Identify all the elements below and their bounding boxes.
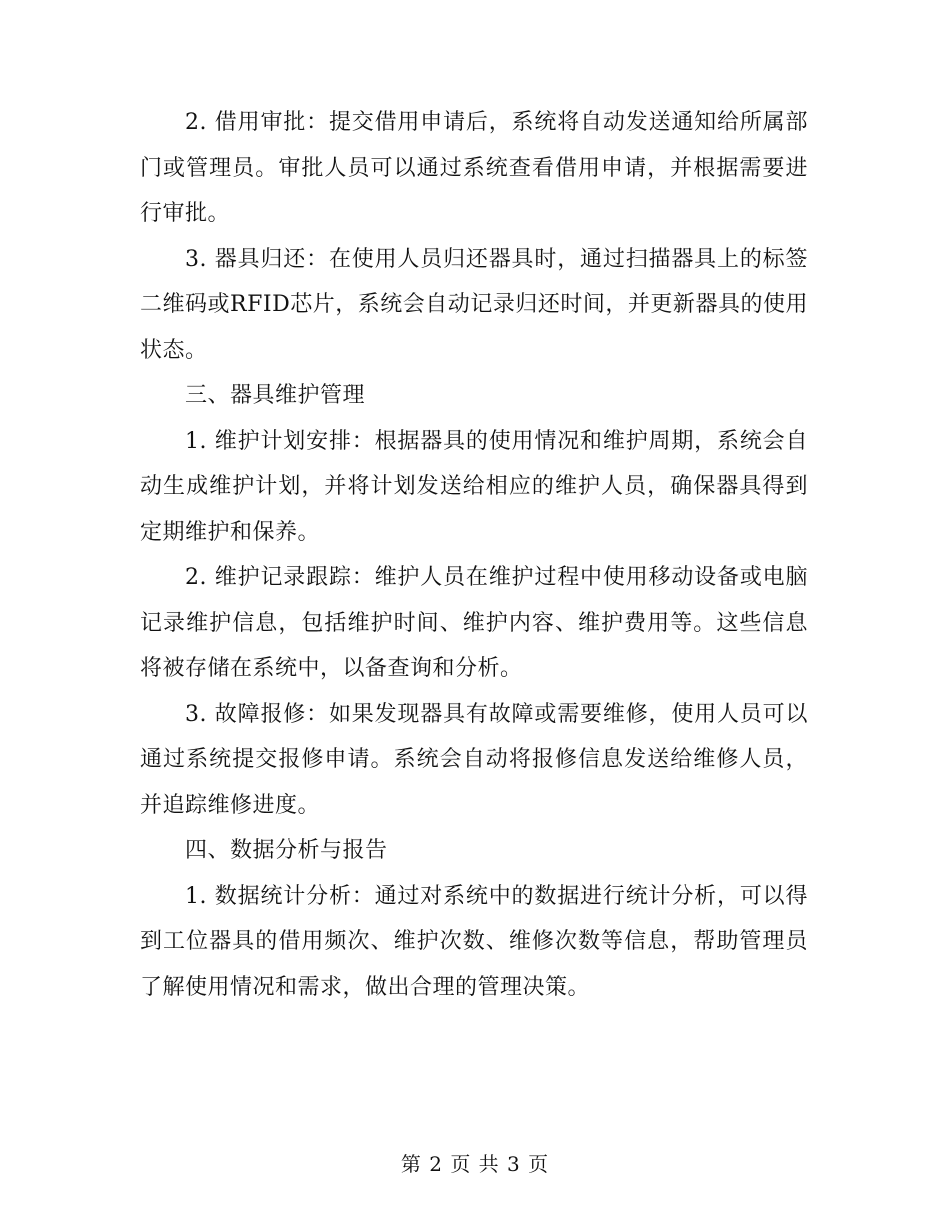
paragraph-borrow-approval: 2. 借用审批：提交借用申请后，系统将自动发送通知给所属部门或管理员。审批人员可以通过系统查看借用申请，并根据需要进行审批。 xyxy=(140,110,808,226)
section-heading-analysis: 四、数据分析与报告 xyxy=(185,838,388,863)
paragraph-maintenance-record: 2. 维护记录跟踪：维护人员在维护过程中使用移动设备或电脑记录维护信息，包括维护时间、维护内容、维护费用等。这些信息将被存储在系统中，以备查询和分析。 xyxy=(140,565,808,681)
paragraph-return: 3. 器具归还：在使用人员归还器具时，通过扫描器具上的标签二维码或RFID芯片，系统会自动记录归还时间，并更新器具的使用状态。 xyxy=(140,246,808,363)
paragraph-maintenance-plan: 1. 维护计划安排：根据器具的使用情况和维护周期，系统会自动生成维护计划，并将计划发送给相应的维护人员，确保器具得到定期维护和保养。 xyxy=(140,428,808,545)
paragraph-statistics: 1. 数据统计分析：通过对系统中的数据进行统计分析，可以得到工位器具的借用频次、维护次数、维修次数等信息，帮助管理员了解使用情况和需求，做出合理的管理决策。 xyxy=(140,883,808,1000)
section-heading-maintenance: 三、器具维护管理 xyxy=(185,383,366,408)
document-body xyxy=(140,100,808,1010)
paragraph-repair-request: 3. 故障报修：如果发现器具有故障或需要维修，使用人员可以通过系统提交报修申请。系统会自动将报修信息发送给维修人员，并追踪维修进度。 xyxy=(140,701,808,818)
page-footer: 第 2 页 共 3 页 xyxy=(400,1152,550,1176)
